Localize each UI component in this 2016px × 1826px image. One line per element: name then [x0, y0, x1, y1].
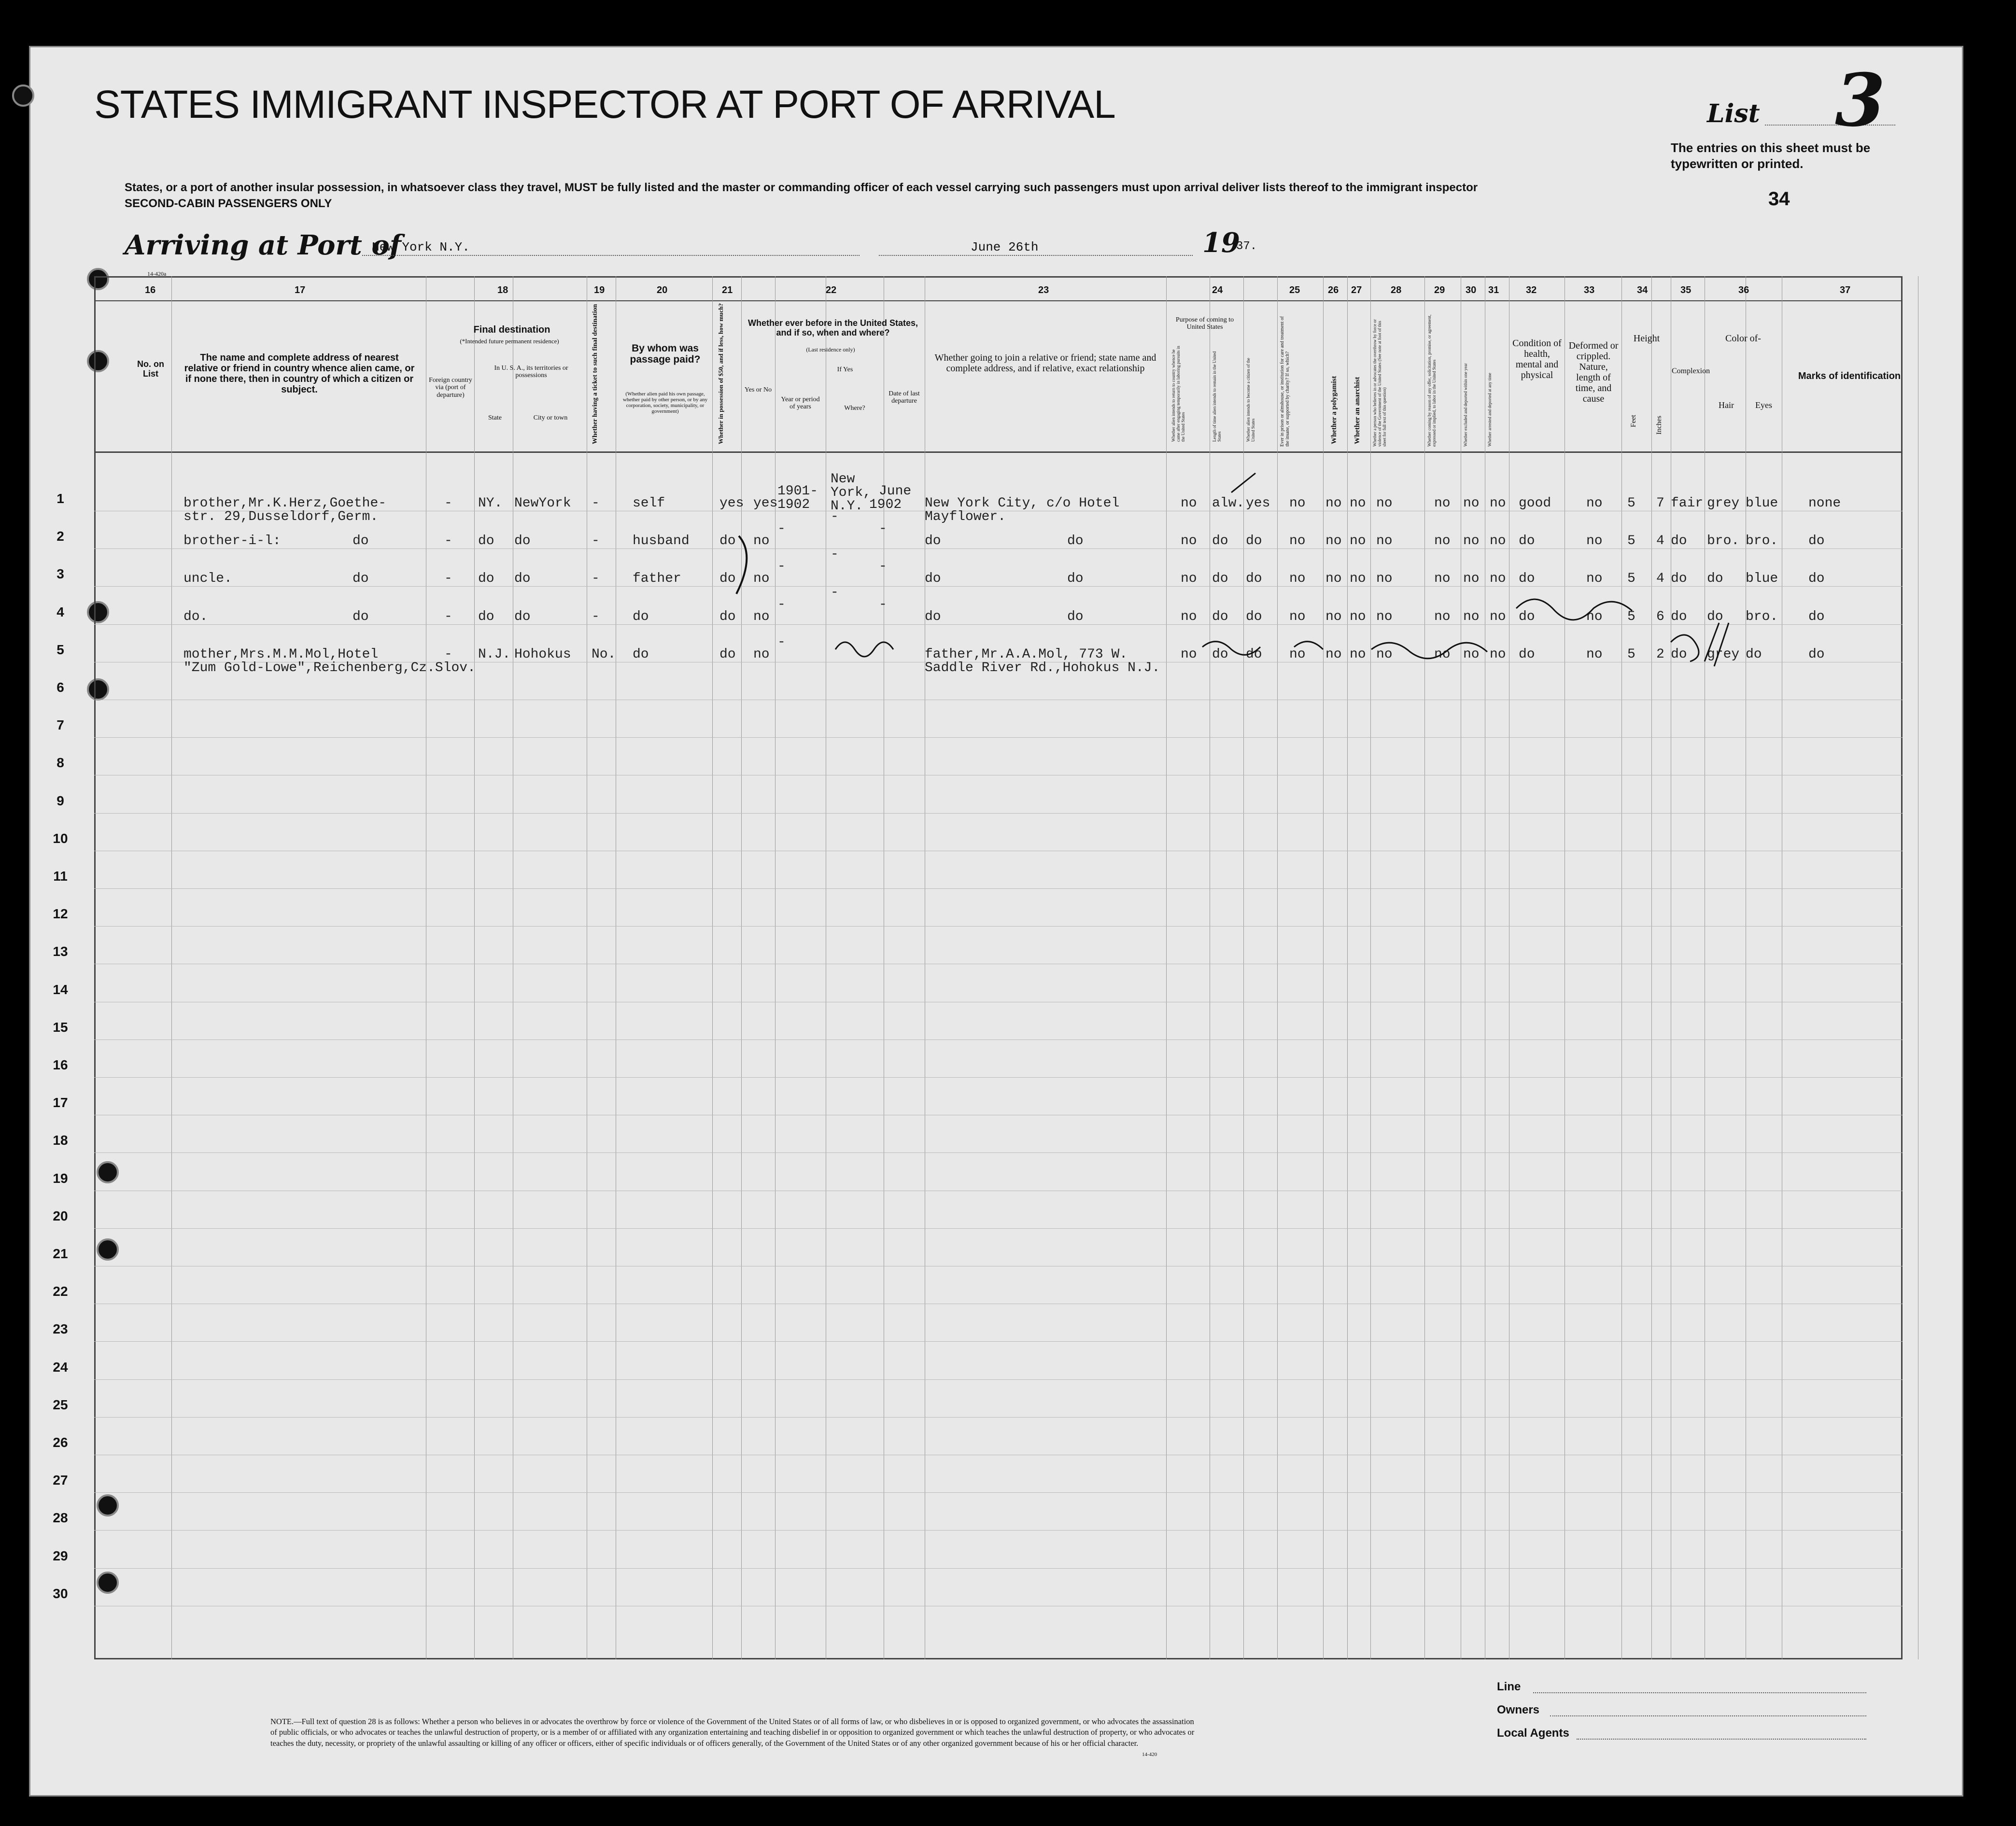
cell-date-departure: -: [879, 559, 887, 575]
row-number: 30: [53, 1586, 68, 1601]
cell-passage-paid: husband: [633, 534, 690, 549]
header-in-usa: In U. S. A., its territories or possessions: [494, 365, 568, 379]
cell-anarchist: no: [1350, 534, 1366, 549]
cell-dest-city: NewYork: [514, 496, 571, 511]
cell-labor-offer: no: [1434, 609, 1451, 624]
cell-anarchist: no: [1350, 609, 1366, 624]
agents-label: Local Agents: [1497, 1727, 1569, 1740]
cell-marks: do: [1808, 534, 1825, 549]
row-number: 5: [56, 642, 64, 657]
cell-ever-before-yes-no: no: [753, 571, 770, 587]
header-marks: Marks of identification: [1798, 371, 1901, 381]
header-purpose-citizen: Whether alien intends to become a citizen of the United States: [1246, 358, 1255, 442]
cell-where: -: [831, 509, 839, 525]
cell-ever-before-yes-no: no: [753, 534, 770, 549]
form-number: 14-420a: [147, 270, 167, 277]
cell-dest-state: do: [478, 609, 494, 624]
cell-money: yes: [719, 496, 744, 511]
cell-purpose-length: do: [1212, 534, 1228, 549]
cell-polygamist: no: [1325, 571, 1342, 587]
cell-prison: no: [1289, 609, 1306, 624]
cell-money: do: [719, 571, 736, 587]
cell-arrested: no: [1490, 571, 1506, 587]
header-year-period: Year or period of years: [781, 396, 820, 411]
row-number: 16: [53, 1057, 68, 1072]
cell-health: do: [1519, 646, 1535, 662]
cell-overthrow: no: [1376, 646, 1393, 662]
cell-eye-color: blue: [1746, 496, 1778, 511]
header-passage-note: (Whether alien paid his own passage, whether paid by other person, or by any corporation, society, municipality, or government): [622, 391, 708, 415]
cell-prison: no: [1289, 646, 1306, 662]
header-purpose-length: Length of time alien intends to remain in the United States: [1212, 351, 1222, 442]
cell-health: do: [1519, 534, 1535, 549]
hand-scribble: [835, 642, 893, 657]
row-number: 29: [53, 1548, 68, 1563]
header-inches: Inches: [1655, 415, 1663, 435]
cell-height-inches: 4: [1656, 534, 1664, 549]
cell-hair-color: do: [1707, 609, 1723, 624]
cell-polygamist: no: [1325, 496, 1342, 511]
cell-year-period: -: [777, 634, 786, 650]
row-number: 23: [53, 1321, 68, 1337]
cell-health: do: [1519, 571, 1535, 587]
cell-complexion: fair: [1671, 496, 1704, 511]
cell-joining-relative-ditto: do: [1067, 534, 1084, 549]
cell-height-inches: 4: [1656, 571, 1664, 587]
header-passage-paid: By whom was passage paid?: [630, 343, 701, 365]
cell-passage-paid: do: [633, 646, 649, 662]
header-city: City or town: [533, 414, 568, 421]
col-num: 23: [1038, 285, 1049, 295]
hand-scribble: [1294, 642, 1323, 649]
cell-dest-state: do: [478, 571, 494, 587]
cell-eye-color: bro.: [1746, 609, 1778, 624]
cell-excluded: no: [1463, 534, 1480, 549]
cell-prison: no: [1289, 534, 1306, 549]
cell-nearest-relative-ditto: do: [352, 534, 369, 549]
col-num: 28: [1391, 285, 1402, 295]
col-num: 24: [1212, 285, 1223, 295]
col-num: 32: [1526, 285, 1537, 295]
cell-deformed: no: [1586, 496, 1603, 511]
cell-height-inches: 7: [1656, 496, 1664, 511]
cell-joining-relative-ditto: do: [1067, 571, 1084, 587]
header-polygamist: Whether a polygamist: [1330, 376, 1338, 444]
header-color-of: Color of-: [1725, 333, 1761, 344]
class-line: SECOND-CABIN PASSENGERS ONLY: [125, 197, 332, 210]
cell-complexion: do: [1671, 646, 1687, 662]
cell-excluded: no: [1463, 646, 1480, 662]
cell-overthrow: no: [1376, 534, 1393, 549]
cell-overthrow: no: [1376, 496, 1393, 511]
header-hair: Hair: [1719, 400, 1734, 410]
cell-deformed: no: [1586, 571, 1603, 587]
cell-nearest-relative: uncle.: [183, 571, 232, 587]
row-number: 2: [56, 529, 64, 544]
row-number: 25: [53, 1397, 68, 1412]
header-purpose: Purpose of coming to United States: [1175, 316, 1234, 331]
cell-dest-state: N.J.: [478, 646, 511, 662]
cell-purpose-citizen: do: [1246, 534, 1262, 549]
col-num: 30: [1466, 285, 1477, 295]
col-num: 29: [1434, 285, 1445, 295]
cell-prison: no: [1289, 496, 1306, 511]
cell-foreign-country: -: [444, 496, 452, 511]
header-joining-relative: Whether going to join a relative or friend; state name and complete address, and if relative, exact relationship: [934, 352, 1156, 374]
cell-date-departure: -: [879, 597, 887, 612]
header-prison: Ever in prison or almshouse, or institution for care and treatment of the insane, or supported by charity? If so, which?: [1280, 316, 1290, 447]
row-number: 18: [53, 1133, 68, 1148]
cell-ticket: -: [592, 609, 600, 624]
row-number: 7: [56, 717, 64, 733]
cell-joining-relative: New York City, c/o Hotel: [925, 496, 1120, 511]
header-arrested: Whether arrested and deported at any time: [1487, 373, 1492, 447]
col-num: 31: [1488, 285, 1499, 295]
cell-ticket: -: [592, 571, 600, 587]
cell-hair-color: grey: [1707, 646, 1740, 662]
header-where: Where?: [844, 405, 865, 412]
cell-purpose-length: alw.: [1212, 496, 1245, 511]
cell-overthrow: no: [1376, 571, 1393, 587]
col-num: 35: [1680, 285, 1692, 295]
cell-dest-city: do: [514, 571, 531, 587]
row-number: 14: [53, 982, 68, 997]
cell-joining-relative-ditto: do: [1067, 609, 1084, 624]
cell-hair-color: grey: [1707, 496, 1740, 511]
cell-joining-relative-address: Mayflower.: [925, 509, 1006, 524]
footer-note: NOTE.—Full text of question 28 is as follows: Whether a person who believes in or advocates the overthrow by force or violence of the Government of the United States or of all forms of law, or who disbelieves in or is opposed to organized government, or who advocates the assassination of public officials, or who advocates or teaches the unlawful destruction of property, or is a member of or affiliated with any organization entertaining and teaching disbelief in or opposition to organized government or which teaches the unlawful destruction of property, or who advocates or teaches the duty, necessity, or propriety of the unlawful assaulting or killing of any officer or officers, either of specific individuals or of officers generally, of the Government of the United States or of any other organized government because of his or her official character.: [270, 1717, 1195, 1748]
page-number: 34: [1768, 188, 1790, 210]
cell-deformed: no: [1586, 534, 1603, 549]
row-number: 15: [53, 1019, 68, 1035]
cell-nearest-relative-address: "Zum Gold-Lowe",Reichenberg,Cz.Slov.: [183, 660, 476, 675]
line-label: Line: [1497, 1680, 1521, 1693]
row-number: 28: [53, 1510, 68, 1526]
cell-marks: do: [1808, 571, 1825, 587]
year-prefix: 19: [1202, 227, 1240, 259]
cell-dest-city: do: [514, 609, 531, 624]
cell-foreign-country: -: [444, 609, 452, 624]
cell-ticket: No.: [592, 646, 616, 662]
cell-height-feet: 5: [1627, 646, 1635, 662]
cell-ticket: -: [592, 496, 600, 511]
cell-ever-before-yes-no: yes: [753, 496, 778, 511]
cell-where: -: [831, 547, 839, 562]
cell-marks: do: [1808, 609, 1825, 624]
hand-scribble: [1371, 643, 1487, 659]
footer-form-number: 14-420: [1142, 1752, 1157, 1757]
arrival-date: June 26th: [971, 240, 1039, 254]
hand-scribble: [1705, 623, 1729, 666]
cell-marks: none: [1808, 496, 1841, 511]
header-subtitle: States, or a port of another insular possession, in whatsoever class they travel, MUST be fully listed and the master or commanding officer of each vessel carrying such passengers must upon arrival deliver lists thereof to the immigrant inspector: [125, 181, 1478, 194]
cell-purpose-citizen: do: [1246, 609, 1262, 624]
header-overthrow: Whether a person who believes in or advocates the overthrow by force or violence of the Government of the United States (See note at foot of this sheet for full text of this question): [1372, 319, 1387, 447]
cell-arrested: no: [1490, 534, 1506, 549]
cell-purpose-return: no: [1181, 534, 1197, 549]
owners-label: Owners: [1497, 1703, 1540, 1716]
header-date-departure: Date of last departure: [888, 390, 920, 405]
cell-purpose-length: do: [1212, 609, 1228, 624]
header-complexion: Complexion: [1672, 367, 1710, 375]
cell-joining-relative-address: Saddle River Rd.,Hohokus N.J.: [925, 660, 1160, 675]
cell-foreign-country: -: [444, 646, 452, 662]
cell-money: do: [719, 609, 736, 624]
cell-passage-paid: self: [633, 496, 665, 511]
header-final-destination: Final destination: [473, 324, 550, 335]
cell-dest-city: Hohokus: [514, 646, 571, 662]
list-number: 3: [1835, 58, 1886, 143]
row-number: 3: [56, 566, 64, 582]
row-number: 20: [53, 1208, 68, 1223]
arriving-label: Arriving at Port of: [125, 229, 401, 261]
cell-height-feet: 5: [1627, 534, 1635, 549]
cell-joining-relative: father,Mr.A.A.Mol, 773 W.: [925, 646, 1128, 662]
cell-health: good: [1519, 496, 1551, 511]
cell-complexion: do: [1671, 609, 1687, 624]
row-number: 22: [53, 1284, 68, 1299]
cell-where: New: [831, 472, 855, 487]
page-title: STATES IMMIGRANT INSPECTOR AT PORT OF ARRIVAL: [94, 83, 1115, 126]
row-number: 19: [53, 1170, 68, 1186]
col-num: 33: [1584, 285, 1595, 295]
cell-year-period: 1901-: [777, 484, 818, 499]
cell-date-departure: -: [879, 521, 887, 537]
row-number: 17: [53, 1095, 68, 1110]
row-number: 10: [53, 830, 68, 846]
header-if-yes: If Yes: [837, 366, 853, 373]
col-num: 22: [826, 285, 837, 295]
cell-overthrow: no: [1376, 609, 1393, 624]
row-number: 4: [56, 604, 64, 619]
col-num: 20: [657, 285, 668, 295]
entries-note: The entries on this sheet must be typewritten or printed.: [1671, 140, 1871, 171]
cell-height-inches: 6: [1656, 609, 1664, 624]
cell-joining-relative: do: [925, 534, 941, 549]
header-no-on-list: No. on List: [137, 359, 164, 379]
cell-ever-before-yes-no: no: [753, 609, 770, 624]
col-num: 18: [497, 285, 508, 295]
row-number: 1: [56, 491, 64, 506]
line-field: [1533, 1692, 1866, 1693]
col-num: 16: [145, 285, 156, 295]
header-last-residence: (Last residence only): [806, 346, 855, 353]
agents-field: [1577, 1739, 1866, 1740]
cell-excluded: no: [1463, 571, 1480, 587]
cell-eye-color: bro.: [1746, 534, 1778, 549]
cell-where: -: [831, 585, 839, 600]
cell-anarchist: no: [1350, 571, 1366, 587]
header-excluded: Whether excluded and deported within one year: [1463, 363, 1468, 447]
cell-year-period: 1902: [777, 497, 810, 512]
cell-year-period: -: [777, 597, 786, 612]
cell-height-feet: 5: [1627, 496, 1635, 511]
col-num: 27: [1351, 285, 1362, 295]
cell-date-departure: 1902: [869, 497, 902, 512]
cell-anarchist: no: [1350, 496, 1366, 511]
col-num: 34: [1637, 285, 1648, 295]
row-number: 24: [53, 1359, 68, 1375]
header-nearest-relative: The name and complete address of nearest relative or friend in country whence alien came, or if none there, then in country of which a citizen or subject.: [184, 352, 415, 395]
header-final-destination-note: (*Intended future permanent residence): [460, 337, 559, 345]
col-num: 37: [1840, 285, 1851, 295]
cell-year-period: -: [777, 521, 786, 537]
hand-bracket-mark: [736, 536, 747, 594]
cell-year-period: -: [777, 559, 786, 575]
cell-joining-relative: do: [925, 609, 941, 624]
cell-height-inches: 2: [1656, 646, 1664, 662]
col-num: 36: [1738, 285, 1749, 295]
row-number: 6: [56, 680, 64, 695]
cell-height-feet: 5: [1627, 571, 1635, 587]
cell-foreign-country: -: [444, 571, 452, 587]
row-number: 21: [53, 1246, 68, 1261]
port-value: New York N.Y.: [372, 240, 470, 254]
list-label: List: [1707, 99, 1760, 128]
cell-polygamist: no: [1325, 609, 1342, 624]
cell-ever-before-yes-no: no: [753, 646, 770, 662]
cell-deformed: no: [1586, 609, 1603, 624]
cell-dest-state: NY.: [478, 496, 503, 511]
col-num: 21: [722, 285, 733, 295]
cell-marks: do: [1808, 646, 1825, 662]
header-foreign-country: Foreign country via (port of departure): [429, 377, 472, 399]
cell-arrested: no: [1490, 496, 1506, 511]
cell-labor-offer: no: [1434, 646, 1451, 662]
header-feet: Feet: [1630, 415, 1637, 427]
header-state: State: [488, 414, 502, 421]
cell-purpose-return: no: [1181, 609, 1197, 624]
cell-where: N.Y.: [831, 499, 863, 514]
row-number: 11: [53, 869, 68, 884]
hand-check-mark: [1231, 473, 1255, 492]
cell-hair-color: bro.: [1707, 534, 1740, 549]
cell-health: do: [1519, 609, 1535, 624]
cell-arrested: no: [1490, 609, 1506, 624]
cell-where: York,: [831, 485, 872, 500]
cell-complexion: do: [1671, 534, 1687, 549]
cell-eye-color: blue: [1746, 571, 1778, 587]
cell-nearest-relative: brother-i-l:: [183, 534, 281, 549]
cell-excluded: no: [1463, 496, 1480, 511]
cell-purpose-citizen: yes: [1246, 496, 1270, 511]
cell-hair-color: do: [1707, 571, 1723, 587]
cell-nearest-relative-ditto: do: [352, 609, 369, 624]
hand-scribble: [1671, 635, 1699, 661]
header-anarchist: Whether an anarchist: [1353, 377, 1361, 444]
cell-nearest-relative: do.: [183, 609, 208, 624]
header-ticket: Whether having a ticket to such final destination: [592, 304, 599, 444]
cell-foreign-country: -: [444, 534, 452, 549]
hand-scribble: [1516, 599, 1632, 620]
header-yes-no: Yes or No: [744, 386, 772, 393]
header-height: Height: [1633, 333, 1660, 344]
cell-polygamist: no: [1325, 646, 1342, 662]
cell-purpose-return: no: [1181, 496, 1197, 511]
cell-dest-state: do: [478, 534, 494, 549]
header-purpose-return: Whether alien intends to return to country whence he came after engaging temporarily in laboring pursuits in the United States: [1171, 346, 1185, 442]
cell-arrested: no: [1490, 646, 1506, 662]
cell-nearest-relative-ditto: do: [352, 571, 369, 587]
cell-height-feet: 5: [1627, 609, 1635, 624]
cell-joining-relative: do: [925, 571, 941, 587]
cell-purpose-length: do: [1212, 571, 1228, 587]
cell-purpose-length: do: [1212, 646, 1228, 662]
cell-passage-paid: father: [633, 571, 681, 587]
cell-ticket: -: [592, 534, 600, 549]
row-number: 27: [53, 1473, 68, 1488]
cell-date-departure: June: [879, 484, 912, 499]
col-num: 25: [1289, 285, 1300, 295]
cell-nearest-relative: mother,Mrs.M.M.Mol,Hotel: [183, 646, 379, 662]
cell-purpose-citizen: do: [1246, 646, 1262, 662]
cell-nearest-relative-address: str. 29,Dusseldorf,Germ.: [183, 509, 379, 524]
cell-labor-offer: no: [1434, 534, 1451, 549]
cell-labor-offer: no: [1434, 571, 1451, 587]
cell-deformed: no: [1586, 646, 1603, 662]
cell-polygamist: no: [1325, 534, 1342, 549]
cell-anarchist: no: [1350, 646, 1366, 662]
col-num: 26: [1328, 285, 1339, 295]
col-num: 19: [594, 285, 605, 295]
cell-excluded: no: [1463, 609, 1480, 624]
header-eyes: Eyes: [1755, 400, 1772, 410]
hand-scribble: [1202, 642, 1260, 655]
header-ever-before: Whether ever before in the United States, and if so, when and where?: [747, 318, 918, 337]
row-number: 13: [53, 944, 68, 959]
row-number: 26: [53, 1435, 68, 1450]
row-number: 8: [56, 755, 64, 771]
cell-money: do: [719, 646, 736, 662]
cell-eye-color: do: [1746, 646, 1762, 662]
cell-dest-city: do: [514, 534, 531, 549]
row-number: 9: [56, 793, 64, 808]
cell-complexion: do: [1671, 571, 1687, 587]
cell-nearest-relative: brother,Mr.K.Herz,Goethe-: [183, 496, 387, 511]
header-possession-50: Whether in possession of $50, and if less, how much?: [717, 303, 724, 444]
cell-passage-paid: do: [633, 609, 649, 624]
cell-purpose-return: no: [1181, 646, 1197, 662]
cell-prison: no: [1289, 571, 1306, 587]
header-labor-offer: Whether coming by reason of any offer, solicitation, promise, or agreement, expressed or implied, to labor in the United States: [1427, 314, 1437, 447]
cell-labor-offer: no: [1434, 496, 1451, 511]
cell-purpose-return: no: [1181, 571, 1197, 587]
row-number: 12: [53, 906, 68, 922]
col-num: 17: [295, 285, 306, 295]
owners-field: [1550, 1715, 1866, 1716]
header-deformed: Deformed or crippled. Nature, length of time, and cause: [1568, 340, 1619, 404]
cell-money: do: [719, 534, 736, 549]
year-suffix: 37.: [1236, 240, 1257, 253]
cell-purpose-citizen: do: [1246, 571, 1262, 587]
header-health: Condition of health, mental and physical: [1512, 338, 1562, 380]
